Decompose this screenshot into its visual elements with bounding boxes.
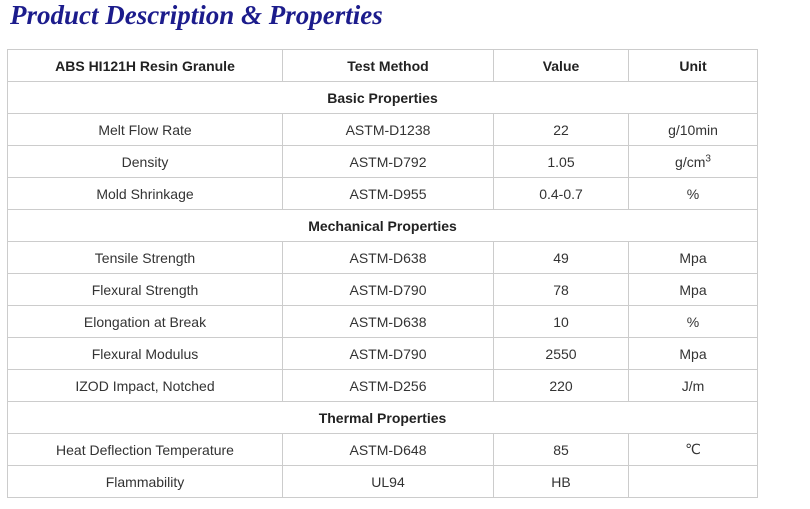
test-method: ASTM-D792 xyxy=(283,146,494,178)
table-row xyxy=(8,466,758,498)
property-value: 10 xyxy=(494,306,629,338)
table-header-row xyxy=(8,50,758,82)
property-name: Flammability xyxy=(8,466,283,498)
table-row xyxy=(8,274,758,306)
table-row xyxy=(8,242,758,274)
property-name: Flexural Strength xyxy=(8,274,283,306)
header-value: Value xyxy=(494,50,629,82)
property-name: Elongation at Break xyxy=(8,306,283,338)
property-value: 0.4-0.7 xyxy=(494,178,629,210)
property-unit: % xyxy=(629,178,758,210)
test-method: UL94 xyxy=(283,466,494,498)
property-value: 1.05 xyxy=(494,146,629,178)
property-unit: Mpa xyxy=(629,242,758,274)
table-row xyxy=(8,146,758,178)
page-title: Product Description & Properties xyxy=(10,0,383,30)
test-method: ASTM-D256 xyxy=(283,370,494,402)
property-unit: Mpa xyxy=(629,338,758,370)
property-value: 78 xyxy=(494,274,629,306)
table-row xyxy=(8,114,758,146)
property-name: Flexural Modulus xyxy=(8,338,283,370)
test-method: ASTM-D638 xyxy=(283,306,494,338)
test-method: ASTM-D648 xyxy=(283,434,494,466)
section-row-thermal xyxy=(8,402,758,434)
property-value: 22 xyxy=(494,114,629,146)
property-unit: g/10min xyxy=(629,114,758,146)
section-row-basic xyxy=(8,82,758,114)
table-row xyxy=(8,306,758,338)
property-value: HB xyxy=(494,466,629,498)
property-name: Mold Shrinkage xyxy=(8,178,283,210)
test-method: ASTM-D638 xyxy=(283,242,494,274)
property-unit: ℃ xyxy=(629,434,758,466)
properties-table xyxy=(7,49,758,498)
property-value: 220 xyxy=(494,370,629,402)
table-row xyxy=(8,178,758,210)
property-unit: % xyxy=(629,306,758,338)
property-unit xyxy=(629,466,758,498)
property-unit: Mpa xyxy=(629,274,758,306)
table-row xyxy=(8,434,758,466)
property-unit xyxy=(629,146,758,178)
unit-base: g/cm xyxy=(675,153,706,170)
header-product: ABS HI121H Resin Granule xyxy=(8,50,283,82)
property-name: Tensile Strength xyxy=(8,242,283,274)
property-name: IZOD Impact, Notched xyxy=(8,370,283,402)
test-method: ASTM-D1238 xyxy=(283,114,494,146)
header-test-method: Test Method xyxy=(283,50,494,82)
unit-superscript: 3 xyxy=(705,152,711,164)
property-value: 2550 xyxy=(494,338,629,370)
property-value: 85 xyxy=(494,434,629,466)
property-name: Heat Deflection Temperature xyxy=(8,434,283,466)
section-title: Mechanical Properties xyxy=(8,210,758,242)
table-row xyxy=(8,338,758,370)
test-method: ASTM-D790 xyxy=(283,274,494,306)
test-method: ASTM-D955 xyxy=(283,178,494,210)
section-title: Basic Properties xyxy=(8,82,758,114)
section-row-mechanical xyxy=(8,210,758,242)
section-title: Thermal Properties xyxy=(8,402,758,434)
test-method: ASTM-D790 xyxy=(283,338,494,370)
header-unit: Unit xyxy=(629,50,758,82)
property-name: Density xyxy=(8,146,283,178)
table-row xyxy=(8,370,758,402)
property-value: 49 xyxy=(494,242,629,274)
property-name: Melt Flow Rate xyxy=(8,114,283,146)
property-unit: J/m xyxy=(629,370,758,402)
